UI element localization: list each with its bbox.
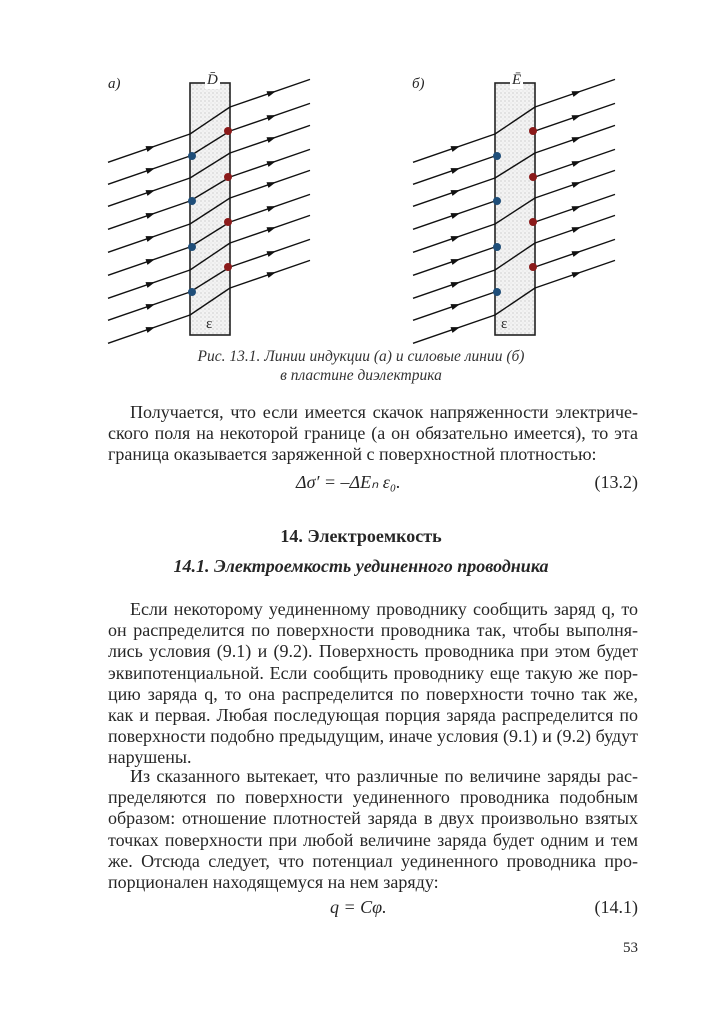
negative-charge-icon bbox=[188, 243, 196, 251]
figure-caption-line2: в пластине диэлектрика bbox=[280, 367, 442, 384]
positive-charge-icon bbox=[224, 173, 232, 181]
arrowhead-icon bbox=[146, 304, 155, 310]
text-line: Если некоторому уединенному проводнику сообщить заряд q, то bbox=[130, 599, 638, 619]
arrowhead-icon bbox=[572, 161, 581, 167]
equation-13-2: Δσ′ = –ΔEₙ ε₀. bbox=[296, 472, 401, 492]
text-line: ского поля на некоторой границе (а он обязательно имеется), то эта bbox=[108, 423, 638, 444]
arrowhead-icon bbox=[572, 227, 581, 233]
panel-a-label: а) bbox=[108, 76, 121, 92]
positive-charge-icon bbox=[529, 263, 537, 271]
text-line: точках поверхности при любой величине заряда будет одним и тем bbox=[108, 829, 638, 850]
epsilon-label-a: ε bbox=[206, 316, 213, 332]
positive-charge-icon bbox=[224, 263, 232, 271]
vector-e-label: Ē bbox=[512, 72, 522, 88]
positive-charge-icon bbox=[529, 173, 537, 181]
panel-b-label: б) bbox=[412, 76, 425, 92]
negative-charge-icon bbox=[188, 288, 196, 296]
epsilon-label-b: ε bbox=[501, 316, 508, 332]
arrowhead-icon bbox=[572, 91, 581, 97]
arrowhead-icon bbox=[267, 251, 276, 257]
positive-charge-icon bbox=[224, 127, 232, 135]
text-line: он распределится по поверхности проводника так, чтобы выполня- bbox=[108, 620, 638, 641]
arrowhead-icon bbox=[146, 168, 155, 174]
text-line: Получается, что если имеется скачок напряженности электриче- bbox=[130, 402, 638, 422]
negative-charge-icon bbox=[493, 288, 501, 296]
arrowhead-icon bbox=[451, 213, 460, 219]
equation-number-13-2: (13.2) bbox=[594, 472, 638, 492]
arrowhead-icon bbox=[451, 236, 460, 242]
positive-charge-icon bbox=[529, 218, 537, 226]
text-line: граница оказывается заряженной с поверхностной плотностью: bbox=[108, 444, 597, 465]
figure-caption-line1: Рис. 13.1. Линии индукции (а) и силовые линии (б) bbox=[197, 348, 525, 365]
arrowhead-icon bbox=[451, 146, 460, 152]
arrowhead-icon bbox=[572, 115, 581, 121]
text-line: как и первая. Любая последующая порция заряда распределится по bbox=[108, 705, 638, 725]
arrowhead-icon bbox=[267, 161, 276, 167]
arrowhead-icon bbox=[572, 251, 581, 257]
text-line: же. Отсюда следует, что потенциал уединенного проводника про- bbox=[108, 850, 638, 871]
vector-d-label: D̄ bbox=[207, 72, 218, 88]
arrowhead-icon bbox=[451, 282, 460, 288]
arrowhead-icon bbox=[267, 272, 276, 278]
positive-charge-icon bbox=[224, 218, 232, 226]
equation-14-1: q = Cφ. bbox=[330, 897, 387, 917]
arrowhead-icon bbox=[451, 304, 460, 310]
negative-charge-icon bbox=[493, 197, 501, 205]
arrowhead-icon bbox=[572, 137, 581, 143]
section-heading: 14. Электроемкость bbox=[280, 526, 442, 546]
arrowhead-icon bbox=[146, 146, 155, 152]
negative-charge-icon bbox=[188, 152, 196, 160]
text-line: эквипотенциальной. Если сообщить проводнику еще такую же пор- bbox=[108, 662, 638, 683]
arrowhead-icon bbox=[146, 282, 155, 288]
arrowhead-icon bbox=[146, 190, 155, 196]
arrowhead-icon bbox=[146, 236, 155, 242]
arrowhead-icon bbox=[451, 259, 460, 265]
text-line: образом: отношение плотностей заряда в двух произвольно взятых bbox=[108, 808, 638, 829]
negative-charge-icon bbox=[493, 243, 501, 251]
arrowhead-icon bbox=[572, 272, 581, 278]
text-line: нарушены. bbox=[108, 747, 192, 768]
text-line: порционален находящемуся на нем заряду: bbox=[108, 872, 439, 892]
arrowhead-icon bbox=[146, 213, 155, 219]
arrowhead-icon bbox=[572, 206, 581, 212]
arrowhead-icon bbox=[451, 190, 460, 196]
equation-number-14-1: (14.1) bbox=[594, 897, 638, 917]
arrowhead-icon bbox=[146, 259, 155, 265]
text-line: цию заряда q, то она распределится по поверхности точно так же, bbox=[108, 683, 638, 704]
arrowhead-icon bbox=[146, 327, 155, 333]
arrowhead-icon bbox=[267, 182, 276, 188]
arrowhead-icon bbox=[267, 206, 276, 212]
arrowhead-icon bbox=[451, 168, 460, 174]
text-line: Из сказанного вытекает, что различные по величине заряды рас- bbox=[130, 766, 638, 786]
dielectric-figure bbox=[0, 0, 722, 350]
negative-charge-icon bbox=[188, 197, 196, 205]
subsection-heading: 14.1. Электроемкость уединенного проводника bbox=[173, 556, 549, 576]
positive-charge-icon bbox=[529, 127, 537, 135]
negative-charge-icon bbox=[493, 152, 501, 160]
arrowhead-icon bbox=[267, 91, 276, 97]
arrowhead-icon bbox=[267, 115, 276, 121]
arrowhead-icon bbox=[267, 227, 276, 233]
text-line: пределяются по поверхности уединенного проводника подобным bbox=[108, 787, 638, 808]
page-number: 53 bbox=[623, 940, 638, 956]
text-line: поверхности подобно предыдущим, иначе условия (9.1) и (9.2) будут bbox=[108, 726, 638, 747]
text-line: лись условия (9.1) и (9.2). Поверхность проводника при этом будет bbox=[108, 641, 638, 662]
arrowhead-icon bbox=[267, 137, 276, 143]
arrowhead-icon bbox=[572, 182, 581, 188]
arrowhead-icon bbox=[451, 327, 460, 333]
